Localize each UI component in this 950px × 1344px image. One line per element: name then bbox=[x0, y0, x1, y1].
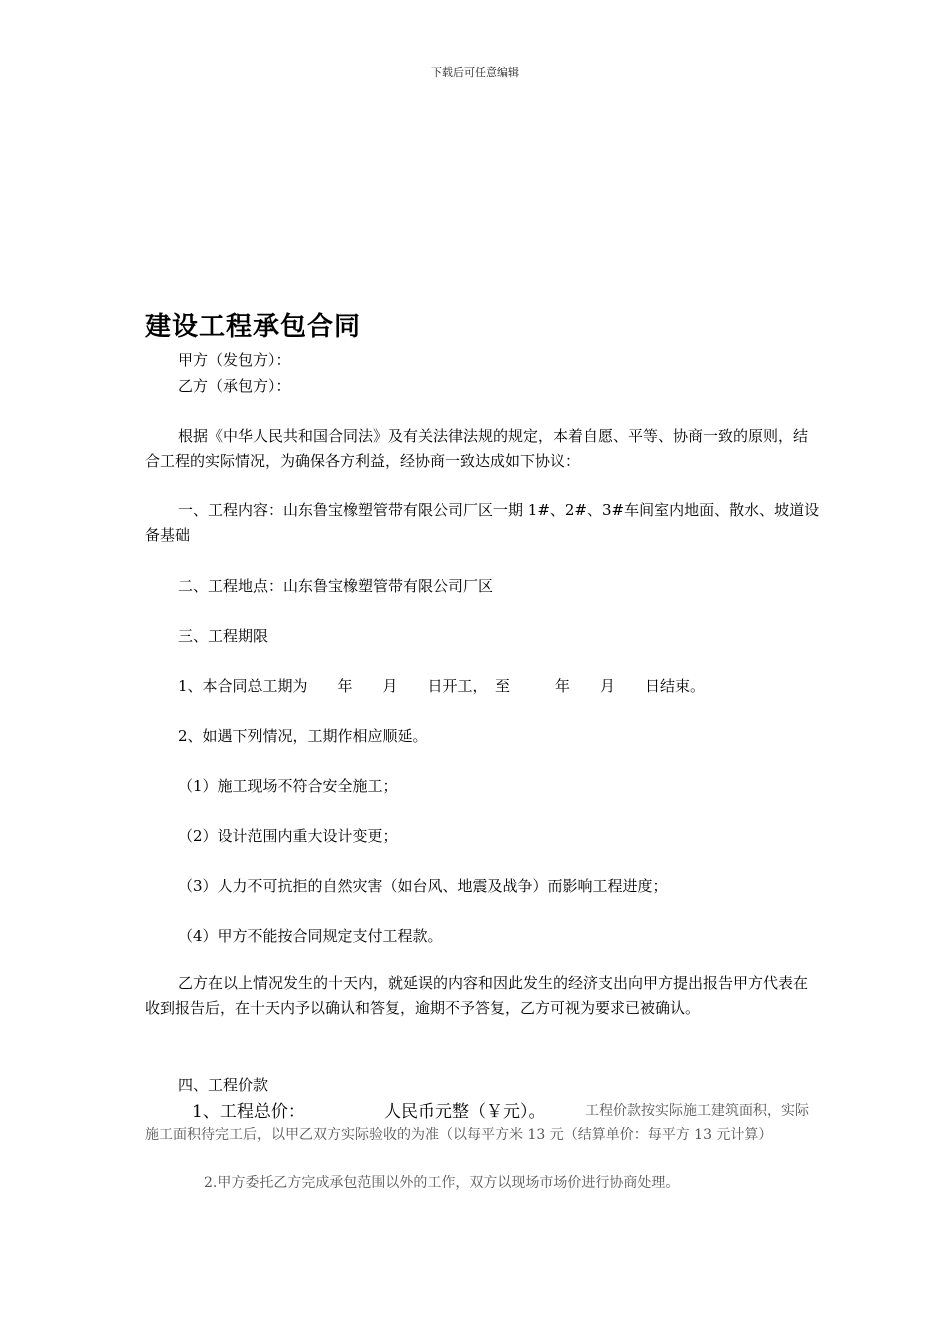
total-price-currency: 人民币元整（￥元）。 bbox=[384, 1102, 546, 1122]
term-1-total-period: 1、本合同总工期为 年 月 日开工， 至 年 月 日结束。 bbox=[178, 677, 706, 695]
party-a-label: 甲方（发包方）： bbox=[178, 351, 291, 369]
term-2-extension: 2、如遇下列情况，工期作相应顺延。 bbox=[178, 727, 428, 745]
case-1: （1）施工现场不符合安全施工； bbox=[178, 777, 398, 795]
delay-report-paragraph: 乙方在以上情况发生的十天内，就延误的内容和因此发生的经济支出向甲方提出报告甲方代表在收到报告后，在十天内予以确认和答复，逾期不予答复，乙方可视为要求已被确认。 bbox=[145, 974, 809, 1017]
total-price-label: 1、工程总价： bbox=[192, 1102, 305, 1122]
header-note: 下载后可任意编辑 bbox=[431, 66, 519, 79]
price-calculation-note: 工程价款按实际施工建筑面积，实际施工面积待完工后，以甲乙双方实际验收的为准（以每平方米 13 元（结算单价：每平方 13 元计算） bbox=[145, 1103, 809, 1143]
party-b-label: 乙方（承包方）： bbox=[178, 377, 291, 395]
section-2-work-location: 二、工程地点：山东鲁宝橡塑管带有限公司厂区 bbox=[178, 577, 494, 595]
section-1-work-content: 一、工程内容：山东鲁宝橡塑管带有限公司厂区一期 1#、2#、3#车间室内地面、散水、坡道设备基础 bbox=[145, 501, 820, 544]
section-3-work-period: 三、工程期限 bbox=[178, 627, 269, 645]
section-4-price: 四、工程价款 bbox=[178, 1076, 269, 1094]
case-4: （4）甲方不能按合同规定支付工程款。 bbox=[178, 927, 443, 945]
preamble-paragraph: 根据《中华人民共和国合同法》及有关法律法规的规定，本着自愿、平等、协商一致的原则，结合工程的实际情况，为确保各方利益，经协商一致达成如下协议： bbox=[145, 427, 809, 470]
case-2: （2）设计范围内重大设计变更； bbox=[178, 827, 398, 845]
extra-work-clause: 2.甲方委托乙方完成承包范围以外的工作，双方以现场市场价进行协商处理。 bbox=[204, 1175, 680, 1191]
page-title: 建设工程承包合同 bbox=[145, 312, 362, 342]
case-3: （3）人力不可抗拒的自然灾害（如台风、地震及战争）而影响工程进度； bbox=[178, 877, 668, 895]
